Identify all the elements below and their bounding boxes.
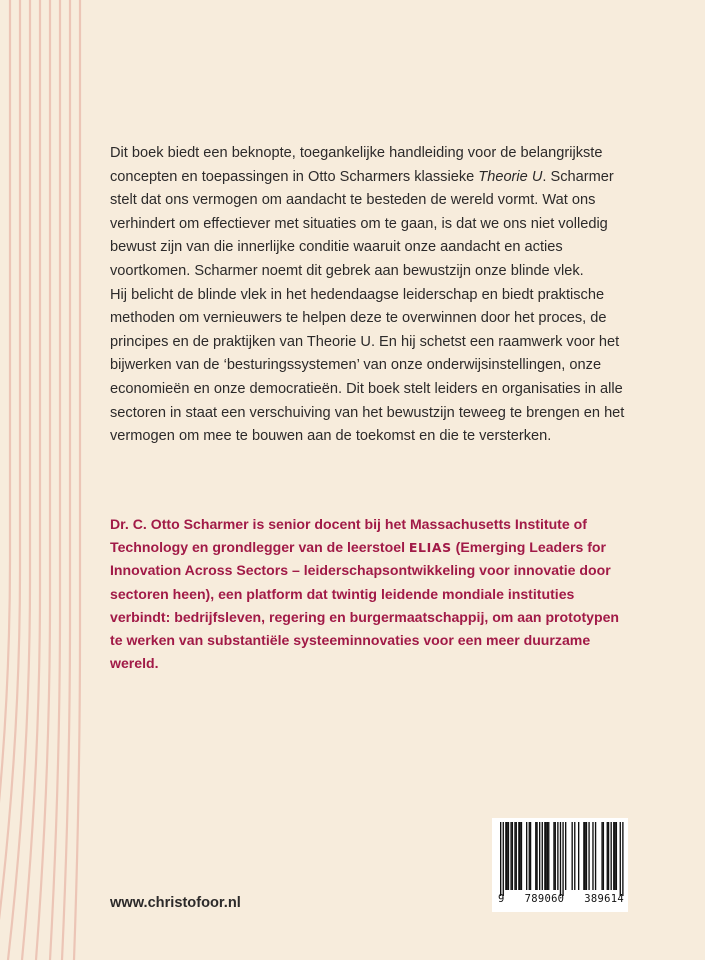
barcode-bar [553, 822, 554, 890]
barcode-bar [555, 822, 556, 890]
barcode-bar [516, 822, 517, 890]
barcode-bar [616, 822, 617, 890]
barcode-bar [560, 822, 561, 896]
barcode-bar [613, 822, 614, 890]
book-title-theorie-u: Theorie U [478, 168, 543, 185]
barcode-bar [505, 822, 506, 890]
barcode-bar [529, 822, 530, 890]
barcode-bar [500, 822, 501, 896]
barcode-bar [530, 822, 531, 890]
barcode-bar [585, 822, 586, 890]
isbn-right-group: 389614 [584, 893, 624, 905]
barcode-bar [544, 822, 545, 890]
barcode-bar [620, 822, 621, 896]
barcode-bar [521, 822, 522, 890]
barcode-bar [622, 822, 623, 896]
barcode-bar [546, 822, 547, 890]
barcode-bar [520, 822, 521, 890]
barcode-bar [608, 822, 609, 890]
barcode-bar [583, 822, 584, 890]
barcode-bar [507, 822, 508, 890]
barcode-bar [536, 822, 537, 890]
decorative-arcs [0, 0, 90, 960]
barcode-bar [592, 822, 593, 890]
barcode-bar [548, 822, 549, 890]
barcode-bar [588, 822, 589, 890]
barcode-bar [510, 822, 511, 890]
barcode-bar [539, 822, 540, 890]
book-description [110, 142, 630, 449]
barcode-bar [578, 822, 579, 890]
barcode-bar [586, 822, 587, 890]
author-bio: Dr. C. Otto Scharmer is senior docent bij het Massachusetts Institute of Technology en grondlegger van de leerstoel ELIAS (Emerging Leaders for Innovation Across Sectors – leiderschapsontwikkeling voor innovatie door sectoren heen), een platform dat twintig leidende mondiale instituties verbindt: bedrijfsleven, regering en burgermaatschappij, om aan prototypen te werken van substantiële systeeminnovaties voor een meer duurzame wereld. [110, 516, 620, 672]
barcode-bar [574, 822, 575, 890]
barcode-bar [542, 822, 543, 890]
publisher-website[interactable]: www.christofoor.nl [110, 895, 241, 911]
barcode-bar [557, 822, 558, 890]
description-paragraph-2: Hij belicht de blinde vlek in het hedendaagse leiderschap en biedt praktische methoden om vernieuwers te helpen deze te overwinnen door het proces, de principes en de praktijken van Theorie U. En hij schetst een raamwerk voor het bijwerken van de ‘besturingssystemen’ van onze onderwijsinstellingen, onze economieën en onze democratieën. Dit boek stelt leiders en organisaties in alle sectoren in staat een verschuiving van het bewustzijn teweeg te brengen en het vermogen om mee te bouwen aan de toekomst en die te versterken. [110, 286, 625, 445]
barcode-bar [526, 822, 527, 890]
barcode-bar [514, 822, 515, 890]
barcode-bar [547, 822, 548, 890]
barcode-bar [565, 822, 566, 890]
isbn-left-group: 789060 [524, 893, 565, 905]
isbn-digits [498, 893, 624, 905]
barcode-bar [503, 822, 504, 896]
barcode-bar [508, 822, 509, 890]
description-paragraph-1: Dit boek biedt een beknopte, toegankelijke handleiding voor de belangrijkste concepten en toepassingen in Otto Scharmers klassieke Theorie U. Scharmer stelt dat ons vermogen om aandacht te besteden de wereld vormt. Wat ons verhindert om effectiever met situaties om te gaan, is dat we ons niet volledig bewust zijn van die innerlijke conditie waaruit onze aandacht en acties voortkomen. Scharmer noemt dit gebrek aan bewustzijn onze blinde vlek. [110, 145, 614, 279]
isbn-barcode [492, 818, 628, 912]
barcode-bar [601, 822, 602, 890]
barcode-bar [518, 822, 519, 890]
barcode-bar [512, 822, 513, 890]
barcode-bar [595, 822, 596, 890]
barcode-bar [535, 822, 536, 890]
elias-acronym: ELIAS [408, 540, 452, 556]
barcode-bar [614, 822, 615, 890]
barcode-bar [603, 822, 604, 890]
barcode-bar [562, 822, 563, 896]
barcode-bar [611, 822, 612, 890]
isbn-first-digit: 9 [498, 893, 505, 905]
barcode-bar [572, 822, 573, 890]
barcode-bar [607, 822, 608, 890]
